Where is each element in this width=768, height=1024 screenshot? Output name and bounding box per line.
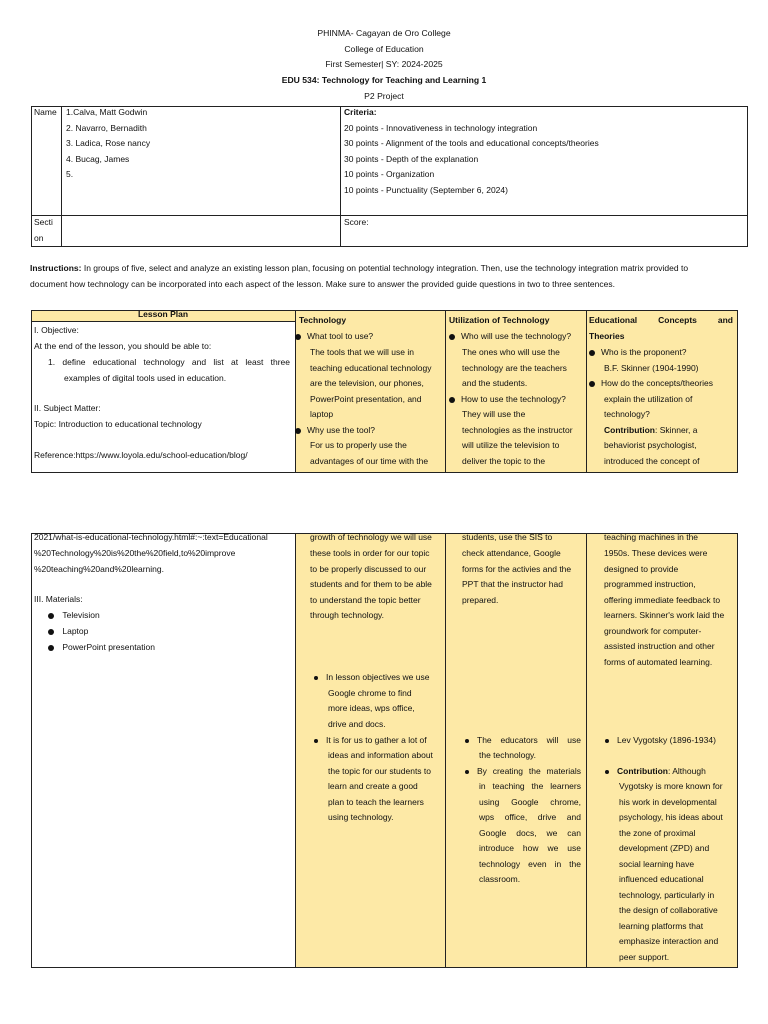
- util-text: They will use the: [462, 409, 526, 419]
- tech-text: PowerPoint presentation, and: [310, 394, 422, 404]
- concepts-text: learning platforms that: [619, 921, 704, 931]
- util-bullet: By creating the materials: [465, 764, 581, 780]
- utilization-header: Utilization of Technology: [449, 315, 550, 325]
- tech-bullet: It is for us to gather a lot of: [314, 733, 427, 749]
- util-text: wps office, drive and: [479, 812, 581, 822]
- lesson-reference: Reference:https://www.loyola.edu/school-education/blog/: [34, 450, 248, 460]
- criteria-item: 30 points - Alignment of the tools and educational concepts/theories: [344, 138, 599, 148]
- bullet-icon: [48, 629, 54, 635]
- tech-question: What tool to use?: [295, 329, 373, 345]
- bullet-icon: [589, 381, 595, 387]
- tech-text: teaching educational technology: [310, 363, 432, 373]
- project-title: P2 Project: [364, 91, 404, 101]
- tech-text: the topic for our students to: [328, 766, 432, 776]
- util-text: deliver the topic to the: [462, 456, 546, 466]
- concepts-text: assisted instruction and other: [604, 641, 715, 651]
- tech-text: through technology.: [310, 610, 385, 620]
- util-text: technologies as the instructor: [462, 425, 573, 435]
- tech-text: using technology.: [328, 812, 394, 822]
- concepts-text: B.F. Skinner (1904-1990): [604, 363, 699, 373]
- concepts-text: emphasize interaction and: [619, 936, 719, 946]
- concepts-text: introduced the concept of: [604, 456, 700, 466]
- concepts-text: social learning have: [619, 859, 695, 869]
- member-1: 1.Calva, Matt Godwin: [66, 107, 148, 117]
- concepts-text: Contribution: Skinner, a: [604, 425, 698, 435]
- bullet-icon: [48, 613, 54, 619]
- concepts-text: Vygotsky is more known for: [619, 781, 723, 791]
- util-question: How to use the technology?: [449, 392, 566, 408]
- util-text: technology are the teachers: [462, 363, 567, 373]
- school-name: PHINMA- Cagayan de Oro College: [317, 28, 451, 38]
- tech-text: growth of technology we will use: [310, 532, 432, 542]
- concepts-text: designed to provide: [604, 564, 679, 574]
- concepts-text: forms of automated learning.: [604, 657, 713, 667]
- member-2: 2. Navarro, Bernadith: [66, 123, 147, 133]
- bullet-icon: [589, 350, 595, 356]
- concepts-bullet: Contribution: Although: [605, 764, 706, 780]
- criteria-item: 10 points - Organization: [344, 169, 435, 179]
- lesson-text: II. Subject Matter:: [34, 403, 101, 413]
- tech-text: more ideas, wps office,: [328, 703, 415, 713]
- util-text: prepared.: [462, 595, 499, 605]
- tech-text: to be properly discussed to our: [310, 564, 427, 574]
- concepts-header: Educational Concepts and: [589, 315, 733, 325]
- lesson-reference-cont: %20Technology%20is%20the%20field,to%20improve: [34, 548, 236, 558]
- criteria-title: Criteria:: [344, 107, 377, 117]
- member-3: 3. Ladica, Rose nancy: [66, 138, 151, 148]
- concepts-text: behaviorist psychologist,: [604, 440, 697, 450]
- lesson-text: Topic: Introduction to educational technology: [34, 419, 202, 429]
- concepts-text: technology?: [604, 409, 650, 419]
- bullet-icon: [449, 397, 455, 403]
- concepts-text: 1950s. These devices were: [604, 548, 708, 558]
- concepts-text: development (ZPD) and: [619, 843, 710, 853]
- util-bullet: The educators will use: [465, 733, 581, 749]
- tech-text: students and for them to be able: [310, 579, 432, 589]
- semester: First Semester| SY: 2024-2025: [325, 59, 443, 69]
- bullet-icon: [295, 334, 301, 340]
- tech-text: advantages of our time with the: [310, 456, 429, 466]
- instructions-line-1: Instructions: In groups of five, select and analyze an existing lesson plan, focusing on potential technology integration. Then, use the technology integration matrix provided to: [30, 263, 689, 273]
- tech-text: these tools in order for our topic: [310, 548, 430, 558]
- tech-text: are the television, our phones,: [310, 378, 424, 388]
- concepts-question: How do the concepts/theories: [589, 376, 713, 392]
- member-5: 5.: [66, 169, 74, 179]
- concepts-text: peer support.: [619, 952, 670, 962]
- util-text: in teaching the learners: [479, 781, 581, 791]
- tech-text: learn and create a good: [328, 781, 418, 791]
- concepts-text: programmed instruction,: [604, 579, 696, 589]
- concepts-text: the zone of proximal: [619, 828, 696, 838]
- concepts-text: teaching machines in the: [604, 532, 699, 542]
- util-text: Google docs, we can: [479, 828, 581, 838]
- bullet-icon: [465, 770, 469, 774]
- concepts-text: influenced educational: [619, 874, 704, 884]
- lesson-text: 1. define educational technology and list at least three: [48, 357, 290, 367]
- criteria-item: 20 points - Innovativeness in technology integration: [344, 123, 538, 133]
- tech-text: to understand the topic better: [310, 595, 421, 605]
- util-text: The ones who will use the: [462, 347, 560, 357]
- concepts-question: Who is the proponent?: [589, 345, 687, 361]
- tech-text: drive and docs.: [328, 719, 386, 729]
- bullet-icon: [605, 770, 609, 774]
- concepts-text: offering immediate feedback to: [604, 595, 721, 605]
- technology-header: Technology: [299, 315, 347, 325]
- instructions-line-2: document how technology can be incorporated into each aspect of the lesson. Make sure to answer the provided guide questions in two to three sentences.: [30, 279, 615, 289]
- util-text: PPT that the instructor had: [462, 579, 563, 589]
- tech-text: ideas and information about: [328, 750, 433, 760]
- lesson-plan-header: Lesson Plan: [137, 309, 189, 319]
- bullet-icon: [465, 739, 469, 743]
- bullet-icon: [48, 645, 54, 651]
- materials-heading: III. Materials:: [34, 594, 83, 604]
- instructions-label: Instructions:: [30, 263, 82, 273]
- util-text: introduce how we use: [479, 843, 581, 853]
- tech-text: For us to properly use the: [310, 440, 407, 450]
- concepts-text: the design of collaborative: [619, 905, 718, 915]
- material-item: PowerPoint presentation: [48, 640, 155, 656]
- util-text: students, use the SIS to: [462, 532, 553, 542]
- material-item: Laptop: [48, 624, 88, 640]
- util-text: classroom.: [479, 874, 521, 884]
- bullet-icon: [605, 739, 609, 743]
- lesson-reference-cont: 2021/what-is-educational-technology.html#:~:text=Educational: [34, 532, 268, 542]
- tech-text: The tools that we will use in: [310, 347, 414, 357]
- concepts-text: groundwork for computer-: [604, 626, 702, 636]
- util-text: will utilize the television to: [462, 440, 560, 450]
- score-label: Score:: [344, 217, 369, 227]
- college-name: College of Education: [344, 44, 424, 54]
- section-label-cont: on: [34, 233, 44, 243]
- lesson-text: At the end of the lesson, you should be able to:: [34, 341, 212, 351]
- bullet-icon: [314, 676, 318, 680]
- name-label: Name: [34, 107, 57, 117]
- member-4: 4. Bucag, James: [66, 154, 130, 164]
- course-title: EDU 534: Technology for Teaching and Learning 1: [281, 75, 487, 85]
- lesson-reference-cont: %20teaching%20and%20learning.: [34, 564, 164, 574]
- concepts-text: explain the utilization of: [604, 394, 693, 404]
- concepts-bullet: Lev Vygotsky (1896-1934): [605, 733, 716, 749]
- bullet-icon: [314, 739, 318, 743]
- util-text: check attendance, Google: [462, 548, 561, 558]
- criteria-item: 10 points - Punctuality (September 6, 2024): [344, 185, 508, 195]
- util-text: forms for the activies and the: [462, 564, 572, 574]
- util-text: and the students.: [462, 378, 528, 388]
- bullet-icon: [449, 334, 455, 340]
- concepts-text: psychology, his ideas about: [619, 812, 723, 822]
- util-text: technology even in the: [479, 859, 581, 869]
- tech-text: Google chrome to find: [328, 688, 412, 698]
- concepts-text: learners. Skinner's work laid the: [604, 610, 725, 620]
- criteria-item: 30 points - Depth of the explanation: [344, 154, 479, 164]
- tech-bullet: In lesson objectives we use: [314, 670, 429, 686]
- bullet-icon: [295, 428, 301, 434]
- concepts-text: technology, particularly in: [619, 890, 715, 900]
- util-text: the technology.: [479, 750, 537, 760]
- concepts-text: his work in developmental: [619, 797, 717, 807]
- section-label: Secti: [34, 217, 53, 227]
- lesson-text: examples of digital tools used in education.: [64, 373, 227, 383]
- util-question: Who will use the technology?: [449, 329, 571, 345]
- concepts-header-cont: Theories: [589, 331, 625, 341]
- material-item: Television: [48, 608, 100, 624]
- lesson-text: I. Objective:: [34, 325, 79, 335]
- tech-text: plan to teach the learners: [328, 797, 424, 807]
- tech-question: Why use the tool?: [295, 423, 375, 439]
- tech-text: laptop: [310, 409, 334, 419]
- util-text: using Google chrome,: [479, 797, 581, 807]
